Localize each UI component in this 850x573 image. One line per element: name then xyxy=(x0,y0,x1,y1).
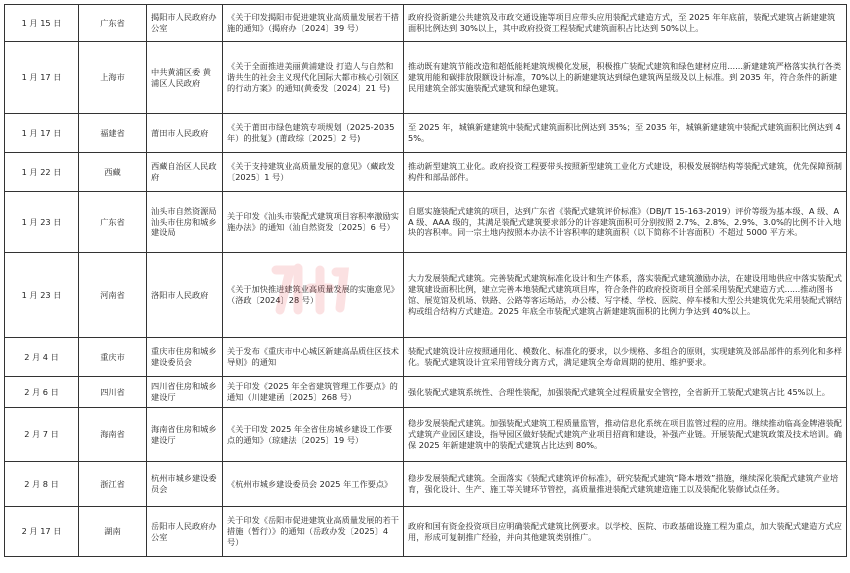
issuer-cell: 揭阳市人民政府办公室 xyxy=(147,5,223,42)
content-cell: 推动新型建筑工业化。政府投资工程要带头按照新型建筑工业化方式建设，积极发展钢结构等装配式建筑，优先保障预制构件和部品部件。 xyxy=(404,153,847,192)
region-cell: 重庆市 xyxy=(79,338,147,377)
document-cell: 《杭州市城乡建设委员会 2025 年工作要点》 xyxy=(223,462,404,507)
table-row xyxy=(5,5,847,42)
document-cell: 《关于全面推进美丽黄浦建设 打造人与自然和谐共生的社会主义现代化国际大都市核心引领区的行动方案》的通知(黄委发〔2024〕21 号) xyxy=(223,42,404,114)
region-cell: 四川省 xyxy=(79,377,147,408)
table-row xyxy=(5,253,847,338)
issuer-cell: 四川省住房和城乡建设厅 xyxy=(147,377,223,408)
table-row xyxy=(5,507,847,557)
region-cell: 西藏 xyxy=(79,153,147,192)
date-cell: 2 月 8 日 xyxy=(5,462,79,507)
region-cell: 广东省 xyxy=(79,192,147,253)
content-cell: 装配式建筑设计应按照通用化、模数化、标准化的要求，以少规格、多组合的原则，实现建筑及部品部件的系列化和多样化。装配式建筑设计宜采用管线分离方式，满足建筑全寿命周期的使用、维护要求。 xyxy=(404,338,847,377)
document-cell: 关于发布《重庆市中心城区新建高品质住区技术导则》的通知 xyxy=(223,338,404,377)
date-cell: 2 月 7 日 xyxy=(5,408,79,462)
policy-table xyxy=(4,4,847,557)
issuer-cell: 汕头市自然资源局 汕头市住房和城乡建设局 xyxy=(147,192,223,253)
region-cell: 福建省 xyxy=(79,114,147,153)
document-cell: 《关于莆田市绿色建筑专项规划（2025-2035 年）的批复》(莆政综〔2025〕2 号) xyxy=(223,114,404,153)
document-cell: 《关于支持建筑业高质量发展的意见》（藏政发〔2025〕1 号） xyxy=(223,153,404,192)
content-cell: 稳步发展装配式建筑。全面落实《装配式建筑评价标准》，研究装配式建筑“降本增效”措施，继续深化装配式建筑产业培育，强化设计、生产、施工等关键环节管控，高质量推进装配式建筑建造施工以及装配化装修试点任务。 xyxy=(404,462,847,507)
content-cell: 自愿实施装配式建筑的项目，达到广东省《装配式建筑评价标准》（DBJ/T 15-163-2019）评价等级为基本级、A 级、AA 级、AAA 级的，其满足装配式建筑要求部分的计容建筑面积可分别按照 2.7%、2.8%、2.9%、3.0%的比例不计入地块的容积率。同一宗土地内按照本办法不计容积率的建筑面积（以下简称不计容面积）不超过 5000 平方米。 xyxy=(404,192,847,253)
region-cell: 广东省 xyxy=(79,5,147,42)
issuer-cell: 莆田市人民政府 xyxy=(147,114,223,153)
date-cell: 2 月 17 日 xyxy=(5,507,79,557)
issuer-cell: 洛阳市人民政府 xyxy=(147,253,223,338)
date-cell: 1 月 23 日 xyxy=(5,253,79,338)
content-cell: 政府投资新建公共建筑及市政交通设施等项目应带头应用装配式建造方式，至 2025 年年底前，装配式建筑占新建建筑面积比例达到 30%以上，其中政府投资工程装配式建筑面积占比达到 50%以上。 xyxy=(404,5,847,42)
table-row xyxy=(5,114,847,153)
issuer-cell: 重庆市住房和城乡建设委员会 xyxy=(147,338,223,377)
date-cell: 1 月 15 日 xyxy=(5,5,79,42)
document-cell: 《关于印发 2025 年全省住房城乡建设工作要点的通知》（琼建法〔2025〕19 号） xyxy=(223,408,404,462)
table-row xyxy=(5,42,847,114)
table-row xyxy=(5,192,847,253)
content-cell: 稳步发展装配式建筑。加强装配式建筑工程质量监管，推动信息化系统在项目监管过程的应用。继续推动临高金牌港装配式建筑产业园区建设，指导园区做好装配式建筑产业项目招商和建设，补强产业链。开展装配式建筑政策及技术培训。确保 2025 年新建建筑中的装配式建筑占比达到 80%。 xyxy=(404,408,847,462)
issuer-cell: 海南省住房和城乡建设厅 xyxy=(147,408,223,462)
document-cell: 关于印发《汕头市装配式建筑项目容积率激励实施办法》的通知（汕自然资发〔2025〕6 号） xyxy=(223,192,404,253)
region-cell: 浙江省 xyxy=(79,462,147,507)
document-cell: 《关于加快推进建筑业高质量发展的实施意见》（洛政〔2024〕28 号） xyxy=(223,253,404,338)
date-cell: 1 月 17 日 xyxy=(5,114,79,153)
issuer-cell: 西藏自治区人民政府 xyxy=(147,153,223,192)
region-cell: 湖南 xyxy=(79,507,147,557)
table-row xyxy=(5,408,847,462)
date-cell: 1 月 23 日 xyxy=(5,192,79,253)
region-cell: 海南省 xyxy=(79,408,147,462)
table-row xyxy=(5,153,847,192)
document-cell: 关于印发《2025 年全省建筑管理工作要点》的通知（川建建函〔2025〕268 号） xyxy=(223,377,404,408)
content-cell: 政府和国有资金投资项目应明确装配式建筑比例要求。以学校、医院、市政基础设施工程为重点，加大装配式建造方式应用，形成可复制推广经验，并向其他建筑类别推广。 xyxy=(404,507,847,557)
issuer-cell: 岳阳市人民政府办公室 xyxy=(147,507,223,557)
issuer-cell: 杭州市城乡建设委员会 xyxy=(147,462,223,507)
table-row xyxy=(5,462,847,507)
date-cell: 2 月 4 日 xyxy=(5,338,79,377)
content-cell: 大力发展装配式建筑。完善装配式建筑标准化设计和生产体系，落实装配式建筑激励办法，在建设用地供应中落实装配式建筑建设面积比例，建立完善本地装配式建筑项目库，符合条件的政府投资项目全部采用装配式建造方式......推动图书馆、展览馆及机场、铁路、公路等客运场站，办公楼、写字楼、学校、医院、停车楼和大型公共建筑优先采用装配式钢结构或组合结构方式建造。2025 年底全市装配式建筑占新建建筑面积的比例力争达到 40%以上。 xyxy=(404,253,847,338)
document-cell: 关于印发《岳阳市促进建筑业高质量发展的若干措施（暂行）》的通知（岳政办发〔2025〕4 号） xyxy=(223,507,404,557)
region-cell: 河南省 xyxy=(79,253,147,338)
date-cell: 1 月 22 日 xyxy=(5,153,79,192)
content-cell: 强化装配式建筑系统性、合理性装配，加强装配式建筑全过程质量安全管控，全省新开工装配式建筑占比 45%以上。 xyxy=(404,377,847,408)
table-row xyxy=(5,377,847,408)
content-cell: 推动既有建筑节能改造和超低能耗建筑规模化发展，积极推广装配式建筑和绿色建材应用......新建建筑严格落实执行各类建筑用能和碳排放限额设计标准，70%以上的新建建筑达到绿色建筑两星级及以上标准。到 2035 年，符合条件的新建民用建筑全部实施装配式建筑和绿色建筑。 xyxy=(404,42,847,114)
content-cell: 至 2025 年，城镇新建建筑中装配式建筑面积比例达到 35%；至 2035 年，城镇新建建筑中装配式建筑面积比例达到 45%。 xyxy=(404,114,847,153)
document-cell: 《关于印发揭阳市促进建筑业高质量发展若干措施的通知》（揭府办〔2024〕39 号） xyxy=(223,5,404,42)
date-cell: 2 月 6 日 xyxy=(5,377,79,408)
issuer-cell: 中共黄浦区委 黄浦区人民政府 xyxy=(147,42,223,114)
table-row xyxy=(5,338,847,377)
date-cell: 1 月 17 日 xyxy=(5,42,79,114)
region-cell: 上海市 xyxy=(79,42,147,114)
